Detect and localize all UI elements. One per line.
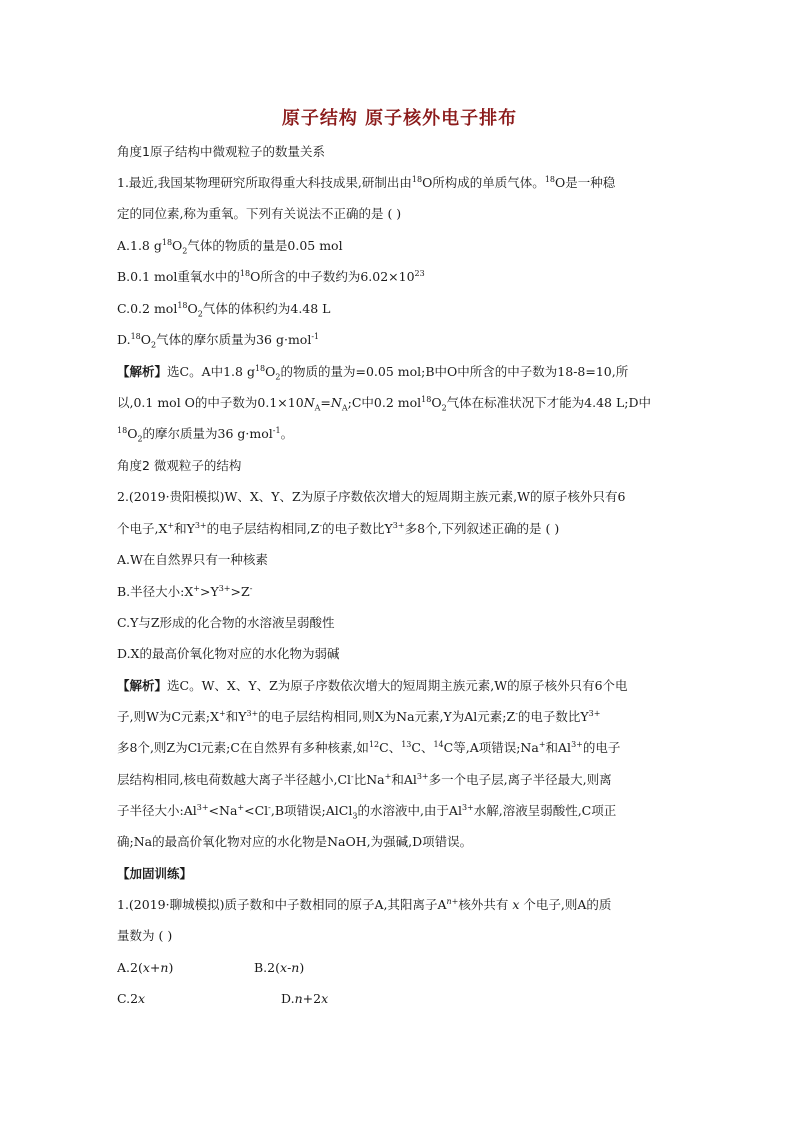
q3-option-a: A.2(x+n) <box>117 960 174 975</box>
q2-analysis-line3: 多8个,则Z为Cl元素;C在自然界有多种核素,如$^{12}$C、$^{13}$C、$^{14}$C等,A项错误;Na+和$Al^{3+}$的电子 <box>117 740 621 755</box>
analysis-label: 【解析】 <box>117 678 168 693</box>
q3-stem-line2: 量数为 ( ) <box>117 928 173 943</box>
q2-option-a: A.W在自然界只有一种核素 <box>117 552 268 567</box>
q3-options-row1 <box>117 960 682 976</box>
q2-analysis-line6: 确;Na的最高价氧化物对应的水化物是NaOH,为强碱,D项错误。 <box>117 834 473 849</box>
page-title: 原子结构 原子核外电子排布 <box>281 108 518 129</box>
q2-analysis-line5: 子半径大小$:Al^{3+}<Na^+<Cl^-,B$项错误;AlCl$_3$的水溶液中,由于$Al^{3+}$水解,溶液呈弱酸性,C项正 <box>117 803 617 819</box>
q1-option-d: $D.^{18}O_2$气体的摩尔质量为36 g·mol$^{-1}$ <box>117 332 320 348</box>
analysis-label: 【解析】 <box>117 364 168 379</box>
q1-option-a: A.1.8 $g^{18}O_2$气体的物质的量是0.05 mol <box>117 238 343 254</box>
q2-option-b: B.半径大小$:X^+>Y^{3+}>Z^-$ <box>117 584 253 599</box>
q1-analysis-line1: 【解析】选C。A中1.8 $g^{18}O_2$的物质的量为=0.05 mol;B中O中所含的中子数为18-8=10,所 <box>117 364 629 380</box>
section-heading-1: 角度1原子结构中微观粒子的数量关系 <box>117 144 325 159</box>
q2-analysis-line2: 子,则W为C元素;X+和$Y^{3+}$的电子层结构相同,则X为Na元素,Y为Al元素;Z-的电子数比$Y^{3+}$ <box>117 709 601 724</box>
q1-stem-line1: 1.最近,我国某物理研究所取得重大科技成果,研制出由$^{18}$O所构成的单质气体。$^{18}$O是一种稳 <box>117 175 616 190</box>
q1-option-c: C.0.2 $mol^{18}O_2$气体的体积约为4.48 L <box>117 301 331 317</box>
q3-stem-line1: 1.(2019·聊城模拟)质子数和中子数相同的原子A,其阳离子$A^{n+}$核外共有 x 个电子,则A的质 <box>117 897 612 912</box>
q2-option-d: D.X的最高价氧化物对应的水化物为弱碱 <box>117 646 340 661</box>
q1-analysis-line2: 以,0.1 mol O的中子数为$0.1\times 10N_A=N_A;C$中0.2 $mol^{18}O_2$气体在标准状况下才能为4.48 L;D中 <box>117 395 651 411</box>
q2-analysis-line4: 层结构相同,核电荷数越大离子半径越小,Cl-比Na+和$Al^{3+}$多一个电子层,离子半径最大,则离 <box>117 772 612 787</box>
consolidation-heading: 【加固训练】 <box>117 866 193 881</box>
q1-analysis-line3: $^{18}O_2$的摩尔质量为36 g·mol$^{-1}$。 <box>117 426 294 442</box>
q3-options-row2 <box>117 991 682 1007</box>
section-heading-2: 角度2 微观粒子的结构 <box>117 458 242 473</box>
q3-option-d: D.n+2x <box>281 991 329 1006</box>
q2-analysis-line1: 【解析】选C。W、X、Y、Z为原子序数依次增大的短周期主族元素,W的原子核外只有6个电 <box>117 678 628 693</box>
q2-stem-line1: 2.(2019·贵阳模拟)W、X、Y、Z为原子序数依次增大的短周期主族元素,W的原子核外只有6 <box>117 489 626 504</box>
q3-option-b: B.2(x-n) <box>254 960 305 975</box>
q2-stem-line2: 个电子,X+和$Y^{3+}$的电子层结构相同,Z-的电子数比$Y^{3+}$多8个,下列叙述正确的是 ( ) <box>117 521 560 536</box>
q3-option-c: C.2x <box>117 991 146 1006</box>
q1-stem-line2: 定的同位素,称为重氧。下列有关说法不正确的是 ( ) <box>117 206 402 221</box>
q2-option-c: C.Y与Z形成的化合物的水溶液呈弱酸性 <box>117 615 335 630</box>
q1-option-b: B.0.1 mol重氧水中的$^{18}$O所含的中子数约为$6.02\times 10^{23}$ <box>117 269 425 284</box>
